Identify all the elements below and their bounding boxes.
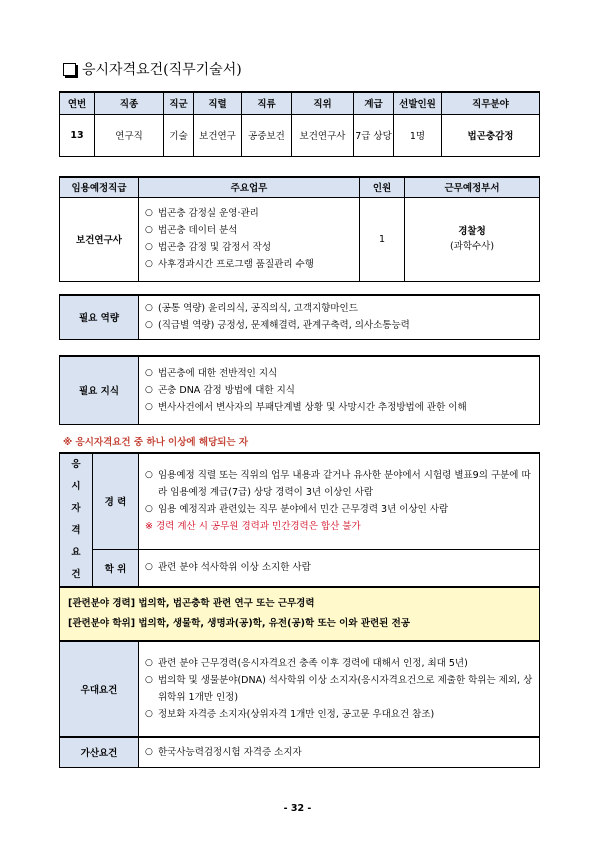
cell-grade: 7급 상당 [354,114,394,156]
header-job-type: 직종 [95,92,164,114]
qualification-note: ※ 응시자격요건 중 하나 이상에 해당되는 자 [63,437,249,448]
cell-serial: 13 [60,114,95,156]
related-degree-tag: [관련분야 학위] [68,618,136,629]
preference-list [145,655,535,723]
qualification-table [59,452,540,768]
related-career-text: 법의학, 법곤충학 관련 연구 또는 근무경력 [138,598,315,609]
cell-job-type: 연구직 [95,114,164,156]
header-rank: 임용예정직급 [60,177,139,197]
related-career [68,594,539,614]
header-headcount: 선발인원 [394,92,442,114]
cell-headcount: 1명 [394,114,442,156]
list-item: ○ 법곤충 감정실 운영·관리 [145,205,359,222]
list-item: ○ 법의학 및 생물분야(DNA) 석사학위 이상 소지자(응시자격요건으로 제출한 학위는 제외, 상위학위 1개만 인정) [145,672,535,706]
list-item: ○ 법곤충 감정 및 감정서 작성 [145,239,359,256]
knowledge-label: 필요 지식 [60,356,139,424]
related-career-tag: [관련분야 경력] [68,598,136,609]
bonus-list [145,744,539,761]
list-item: ○ 변사사건에서 변사자의 부패단계별 상황 및 사망시간 추정방법에 관한 이해 [145,399,539,416]
list-item: ○ 임용예정 직렬 또는 직위의 업무 내용과 같거나 유사한 분야에서 시험령 별표9의 구분에 따라 임용예정 계급(7급) 상당 경력이 3년 이상인 사람 [145,467,535,501]
dept-sub: (과학수사) [449,241,495,252]
page-number: - 32 - [283,803,312,814]
related-degree [68,614,539,634]
list-item: ○ 관련 분야 석사학위 이상 소지한 사람 [145,559,539,576]
header-dept: 근무예정부서 [405,177,540,197]
cell-class: 공중보건 [242,114,292,156]
header-class: 직류 [242,92,292,114]
section-title-text: 응시자격요건(직무기술서) [82,62,242,78]
list-item: ○ 한국사능력검정시험 자격증 소지자 [145,744,539,761]
header-job-group: 직군 [164,92,194,114]
bonus-label: 가산요건 [60,737,139,767]
list-item: ○ (직급별 역량) 긍정성, 문제해결력, 관계구축력, 의사소통능력 [145,317,539,334]
header-grade: 계급 [354,92,394,114]
career-list [145,467,535,518]
dept-name: 경찰청 [458,226,486,237]
related-degree-text: 법의학, 생물학, 생명과(공)학, 유전(공)학 또는 이와 관련된 전공 [138,618,410,629]
cell-field: 법곤충감정 [442,114,540,156]
cell-rank: 보건연구사 [60,197,139,281]
position-table [59,91,540,157]
knowledge-list [145,365,539,416]
list-item: ○ 관련 분야 근무경력(응시자격요건 충족 이후 경력에 대해서 인정, 최대 5년) [145,655,535,672]
qualification-label [60,453,93,587]
header-series: 직렬 [194,92,242,114]
list-item: ○ 법곤충 데이터 분석 [145,222,359,239]
preference-label: 우대요건 [60,641,139,737]
career-warning: ※ 경력 계산 시 공무원 경력과 민간경력은 합산 불가 [145,521,361,533]
cell-count: 1 [360,197,405,281]
cell-position: 보건연구사 [292,114,354,156]
section-title [63,59,242,79]
list-item: ○ 임용 예정직과 관련있는 직무 분야에서 민간 근무경력 3년 이상인 사람 [145,501,535,518]
header-position: 직위 [292,92,354,114]
list-item: ○ (공통 역량) 윤리의식, 공직의식, 고객지향마인드 [145,300,539,317]
duties-list [145,205,359,273]
cell-job-group: 기술 [164,114,194,156]
cell-series: 보건연구 [194,114,242,156]
competency-list [145,300,539,334]
header-duties: 주요업무 [139,177,360,197]
qualification-label-text: 응시자격요건 [71,459,81,580]
list-item: ○ 법곤충에 대한 전반적인 지식 [145,365,539,382]
list-item: ○ 곤충 DNA 감정 방법에 대한 지식 [145,382,539,399]
duties-table [59,176,540,282]
career-label: 경 력 [93,453,139,549]
cell-dept [405,197,540,281]
checkbox-icon [63,63,76,76]
degree-list [145,559,539,576]
header-serial: 연번 [60,92,95,114]
header-count: 인원 [360,177,405,197]
knowledge-table [59,355,540,425]
list-item: ○ 사후경과시간 프로그램 품질관리 수행 [145,256,359,273]
competency-table [59,294,540,340]
header-field: 직무분야 [442,92,540,114]
competency-label: 필요 역량 [60,295,139,339]
list-item: ○ 정보화 자격증 소지자(상위자격 1개만 인정, 공고문 우대요건 참조) [145,706,535,723]
degree-label: 학 위 [93,549,139,587]
